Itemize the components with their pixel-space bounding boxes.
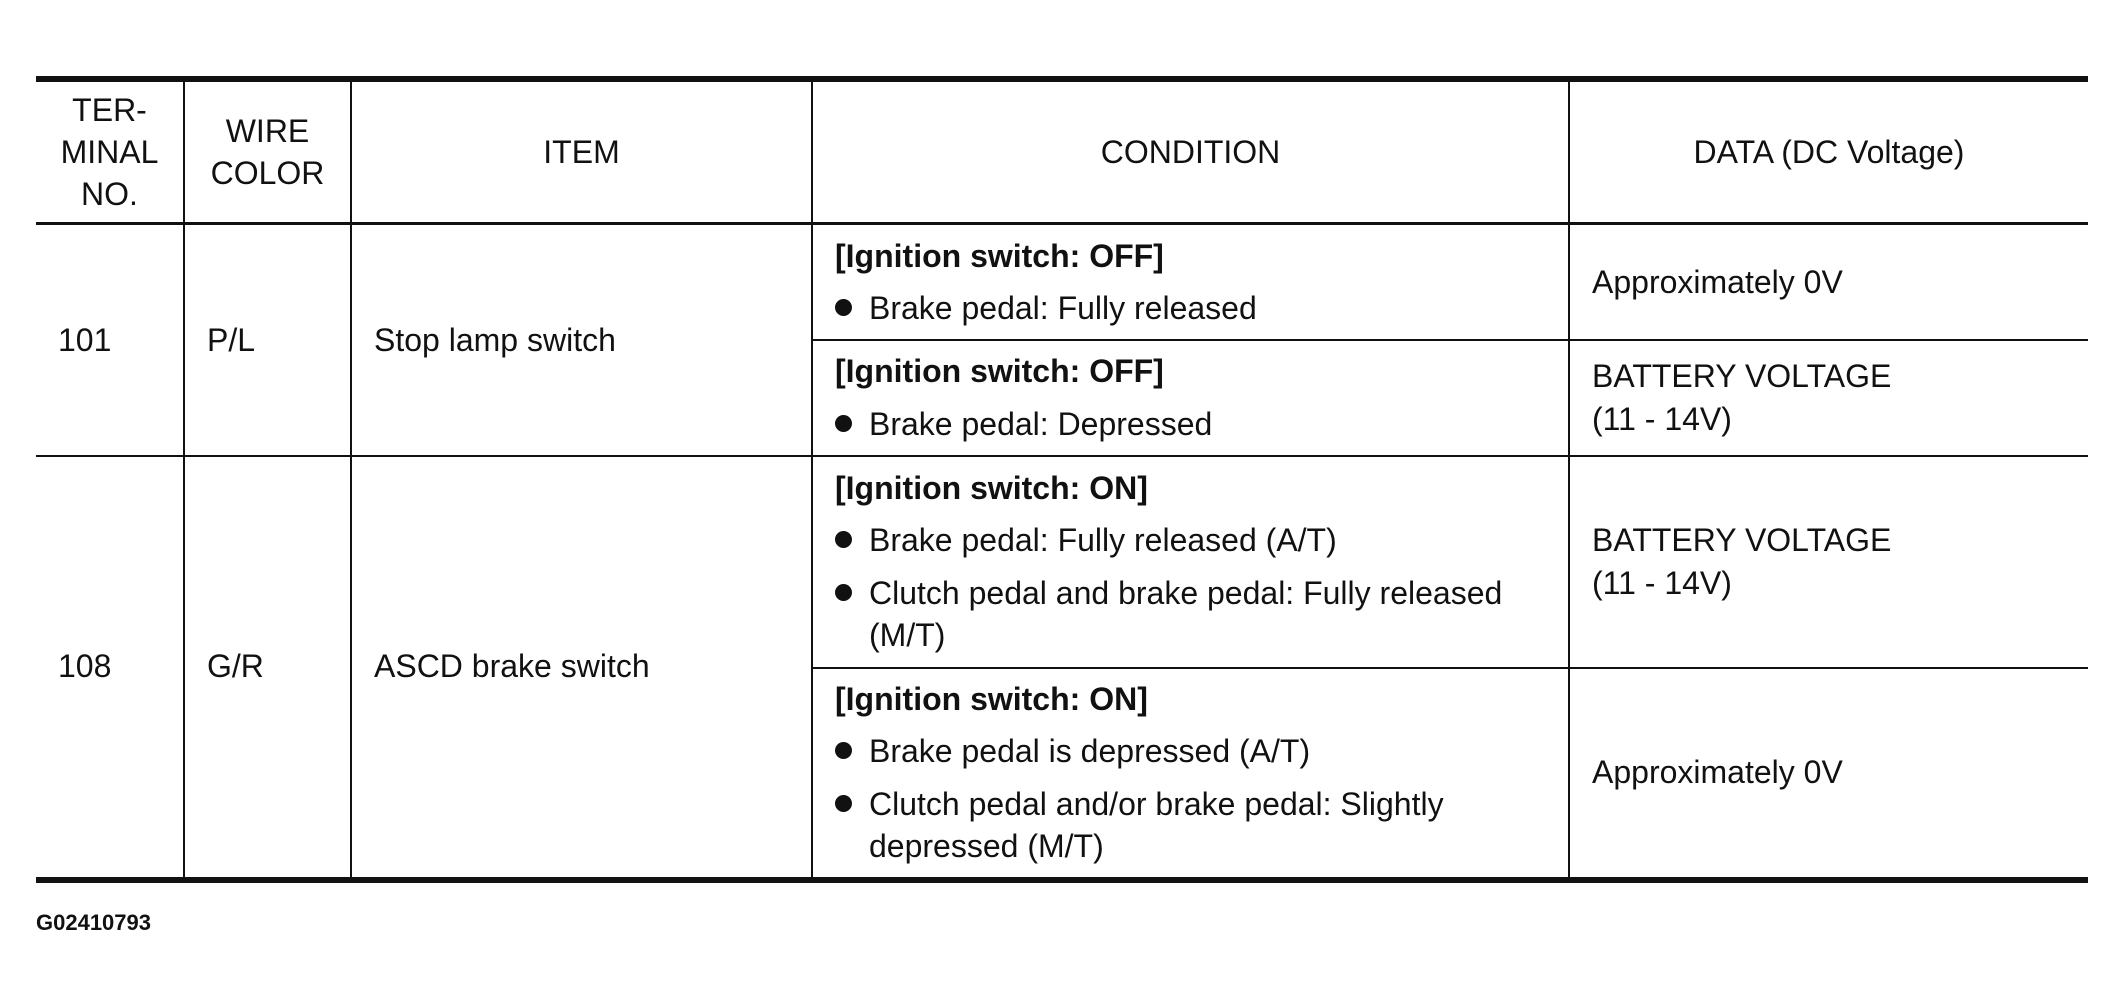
condition-item (835, 403, 1546, 445)
header-data: DATA (DC Voltage) (1569, 79, 2088, 224)
bullet-icon (835, 584, 852, 601)
wire-color-cell: P/L (184, 224, 351, 456)
figure-id: G02410793 (36, 910, 151, 935)
bullet-icon (835, 742, 852, 759)
condition-cell (812, 668, 1569, 880)
data-cell: BATTERY VOLTAGE (11 - 14V) (1569, 456, 2088, 668)
data-cell: Approximately 0V (1569, 224, 2088, 340)
bullet-icon (835, 531, 852, 548)
condition-cell (812, 456, 1569, 668)
header-condition: CONDITION (812, 79, 1569, 224)
condition-item-text: Clutch pedal and brake pedal: Fully released (M/T) (869, 574, 1503, 653)
condition-item-text: Brake pedal: Fully released (869, 289, 1257, 326)
condition-item-text: Brake pedal: Depressed (869, 405, 1213, 442)
condition-item-text: Brake pedal: Fully released (A/T) (869, 522, 1337, 559)
bullet-icon (835, 795, 852, 812)
table-row (36, 456, 2088, 668)
header-terminal-no: TER- MINAL NO. (36, 79, 184, 224)
terminal-data-table (36, 76, 2088, 883)
table-row (36, 224, 2088, 340)
condition-item-text: Clutch pedal and/or brake pedal: Slightly depressed (M/T) (869, 785, 1444, 864)
condition-item (835, 287, 1546, 329)
header-item: ITEM (351, 79, 812, 224)
condition-item (835, 783, 1546, 867)
item-cell: Stop lamp switch (351, 224, 812, 456)
terminal-no-cell: 108 (36, 456, 184, 880)
bullet-icon (835, 415, 852, 432)
wire-color-cell: G/R (184, 456, 351, 880)
condition-item (835, 572, 1546, 656)
header-row (36, 79, 2088, 224)
condition-heading: [Ignition switch: ON] (835, 470, 1148, 507)
header-wire-color: WIRE COLOR (184, 79, 351, 224)
condition-item (835, 519, 1546, 561)
condition-item (835, 730, 1546, 772)
condition-cell (812, 340, 1569, 456)
data-cell: Approximately 0V (1569, 668, 2088, 880)
data-cell: BATTERY VOLTAGE (11 - 14V) (1569, 340, 2088, 456)
item-cell: ASCD brake switch (351, 456, 812, 880)
condition-heading: [Ignition switch: ON] (835, 681, 1148, 718)
condition-heading: [Ignition switch: OFF] (835, 353, 1164, 390)
bullet-icon (835, 299, 852, 316)
condition-heading: [Ignition switch: OFF] (835, 237, 1164, 274)
terminal-no-cell: 101 (36, 224, 184, 456)
condition-cell (812, 224, 1569, 340)
condition-item-text: Brake pedal is depressed (A/T) (869, 733, 1311, 770)
